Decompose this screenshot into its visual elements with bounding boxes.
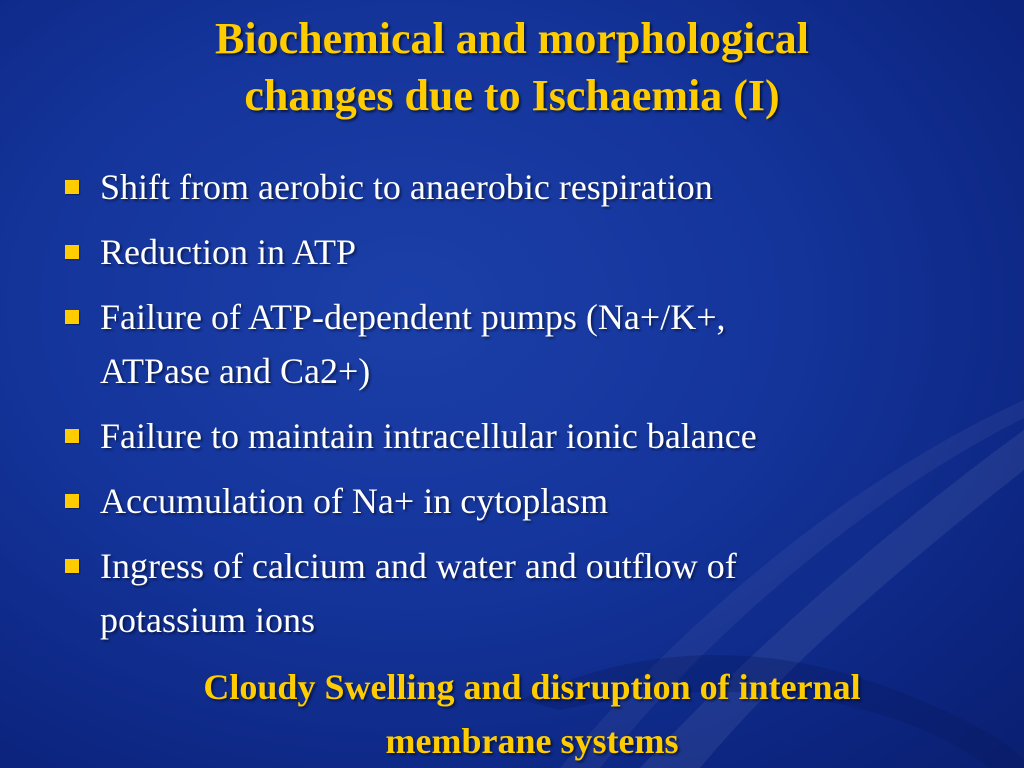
bullet-item	[62, 474, 962, 528]
square-bullet-icon	[65, 429, 79, 443]
bullet-text: Reduction in ATP	[100, 232, 357, 272]
bullet-text: Accumulation of Na+ in cytoplasm	[100, 481, 609, 521]
square-bullet-icon	[65, 494, 79, 508]
bullet-text: Shift from aerobic to anaerobic respiration	[100, 167, 713, 207]
square-bullet-icon	[65, 245, 79, 259]
bullet-item	[62, 539, 962, 647]
slide-title-line-1: Biochemical and morphological	[215, 14, 809, 63]
conclusion-line-1: Cloudy Swelling and disruption of internal	[203, 667, 861, 707]
bullet-item	[62, 409, 962, 463]
bullet-item	[62, 225, 962, 279]
conclusion-line-2: membrane systems	[385, 721, 679, 761]
bullet-text-continuation: ATPase and Ca2+)	[100, 351, 371, 391]
bullet-item	[62, 160, 962, 214]
bullet-item	[62, 290, 962, 398]
bullet-text-continuation: potassium ions	[100, 600, 316, 640]
bullet-text: Failure to maintain intracellular ionic balance	[100, 416, 757, 456]
square-bullet-icon	[65, 310, 79, 324]
square-bullet-icon	[65, 180, 79, 194]
bullet-text: Failure of ATP-dependent pumps (Na+/K+,	[100, 297, 726, 337]
square-bullet-icon	[65, 559, 79, 573]
bullet-list	[62, 160, 962, 658]
slide-title-line-2: changes due to Ischaemia (I)	[244, 71, 780, 120]
conclusion-text	[62, 660, 1002, 768]
bullet-text: Ingress of calcium and water and outflow of	[100, 546, 737, 586]
slide-title	[0, 10, 1024, 124]
